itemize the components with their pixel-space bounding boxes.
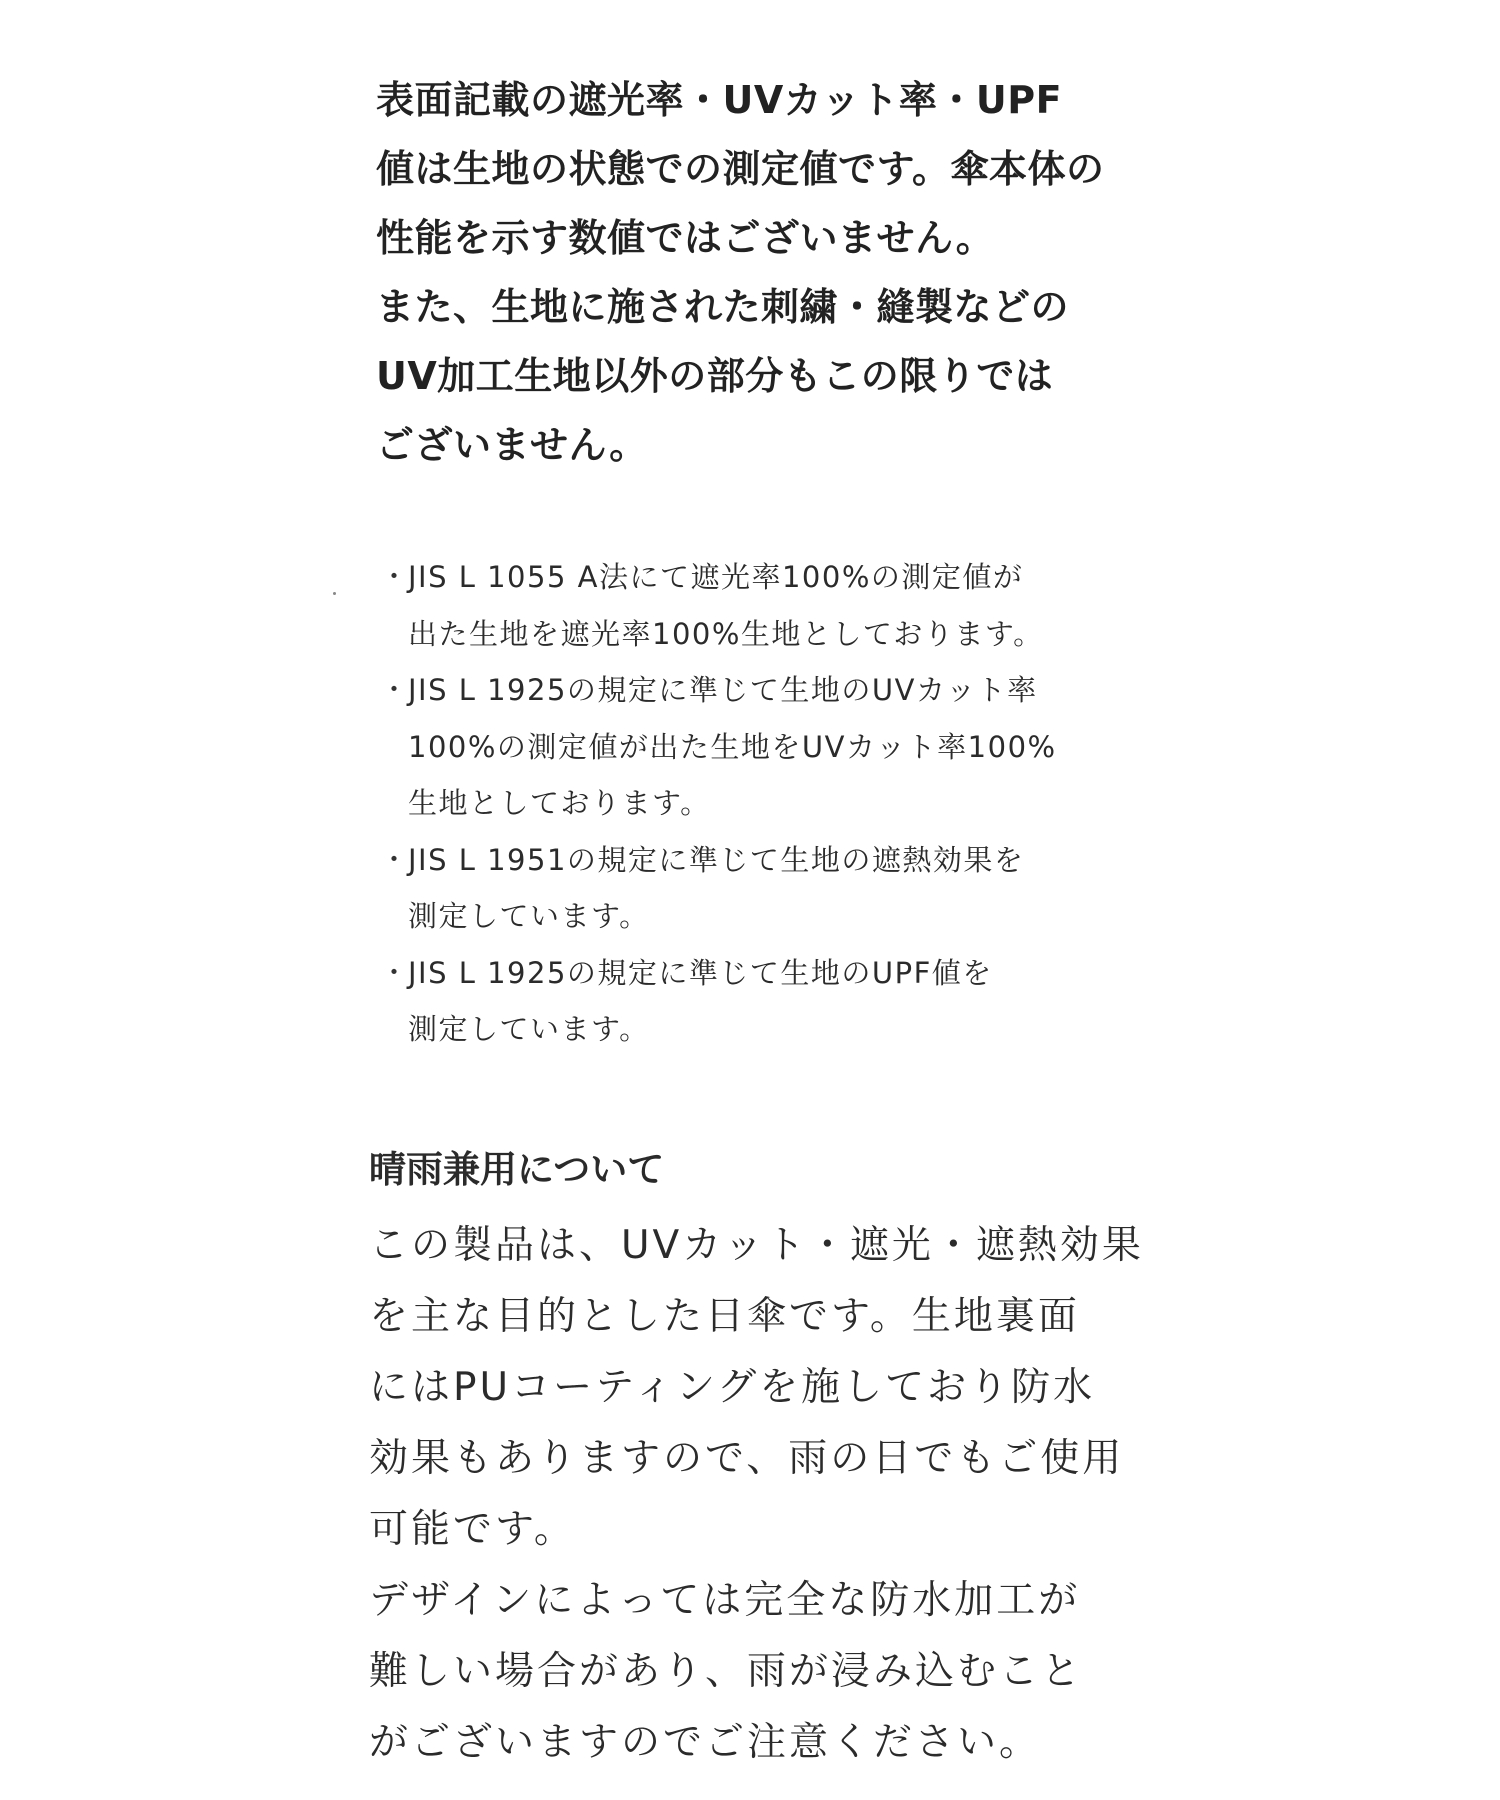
bullet-icon: ・ [380, 673, 409, 706]
notice-line: また、生地に施された刺繍・縫製などの [376, 285, 1070, 329]
notice-line: 表面記載の遮光率・UVカット率・UPF [376, 78, 1063, 122]
bullet-icon: ・ [380, 955, 409, 989]
section-line: 可能です。 [369, 1507, 576, 1552]
spec-item-shading [380, 549, 1140, 662]
spec-line: JIS L 1055 A法にて遮光率100%の測定値が [408, 560, 1024, 594]
section-line: デザインによっては完全な防水加工が [369, 1578, 1081, 1623]
section-heading: 晴雨兼用について [369, 1148, 665, 1191]
spec-line: JIS L 1925の規定に準じて生地のUVカット率 [408, 673, 1038, 707]
spec-line: 測定しています。 [408, 1012, 650, 1046]
section-line: がございますのでご注意ください。 [369, 1720, 1042, 1765]
spec-line: 100%の測定値が出た生地をUVカット率100% [408, 729, 1057, 764]
spec-item-heat-shield [380, 832, 1140, 945]
section-line: 効果もありますので、雨の日でもご使用 [369, 1436, 1125, 1481]
section-line: この製品は、UVカット・遮光・遮熱効果 [369, 1223, 1144, 1268]
spec-item-upf [380, 945, 1140, 1058]
stray-dot [333, 592, 336, 595]
spec-line: 出た生地を遮光率100%生地としております。 [408, 616, 1044, 651]
bullet-icon: ・ [380, 560, 409, 593]
measurement-notice [376, 66, 1136, 480]
notice-line: UV加工生地以外の部分もこの限りでは [376, 354, 1054, 398]
notice-line: 性能を示す数値ではございません。 [376, 216, 995, 260]
spec-line: 生地としております。 [408, 786, 711, 820]
spec-item-uv-cut [380, 662, 1140, 832]
notice-line: ございません。 [376, 423, 648, 467]
notice-line: 値は生地の状態での測定値です。傘本体の [376, 147, 1105, 191]
rain-and-shine-section [369, 1140, 1149, 1778]
jis-spec-list [380, 549, 1140, 1058]
spec-line: JIS L 1925の規定に準じて生地のUPF値を [408, 955, 993, 990]
section-line: 難しい場合があり、雨が浸み込むこと [369, 1649, 1084, 1694]
section-line: にはPUコーティングを施しており防水 [369, 1365, 1096, 1410]
bullet-icon: ・ [380, 842, 409, 876]
section-line: を主な目的とした日傘です。生地裏面 [369, 1294, 1080, 1339]
spec-line: JIS L 1951の規定に準じて生地の遮熱効果を [408, 842, 1025, 877]
spec-line: 測定しています。 [408, 899, 650, 933]
